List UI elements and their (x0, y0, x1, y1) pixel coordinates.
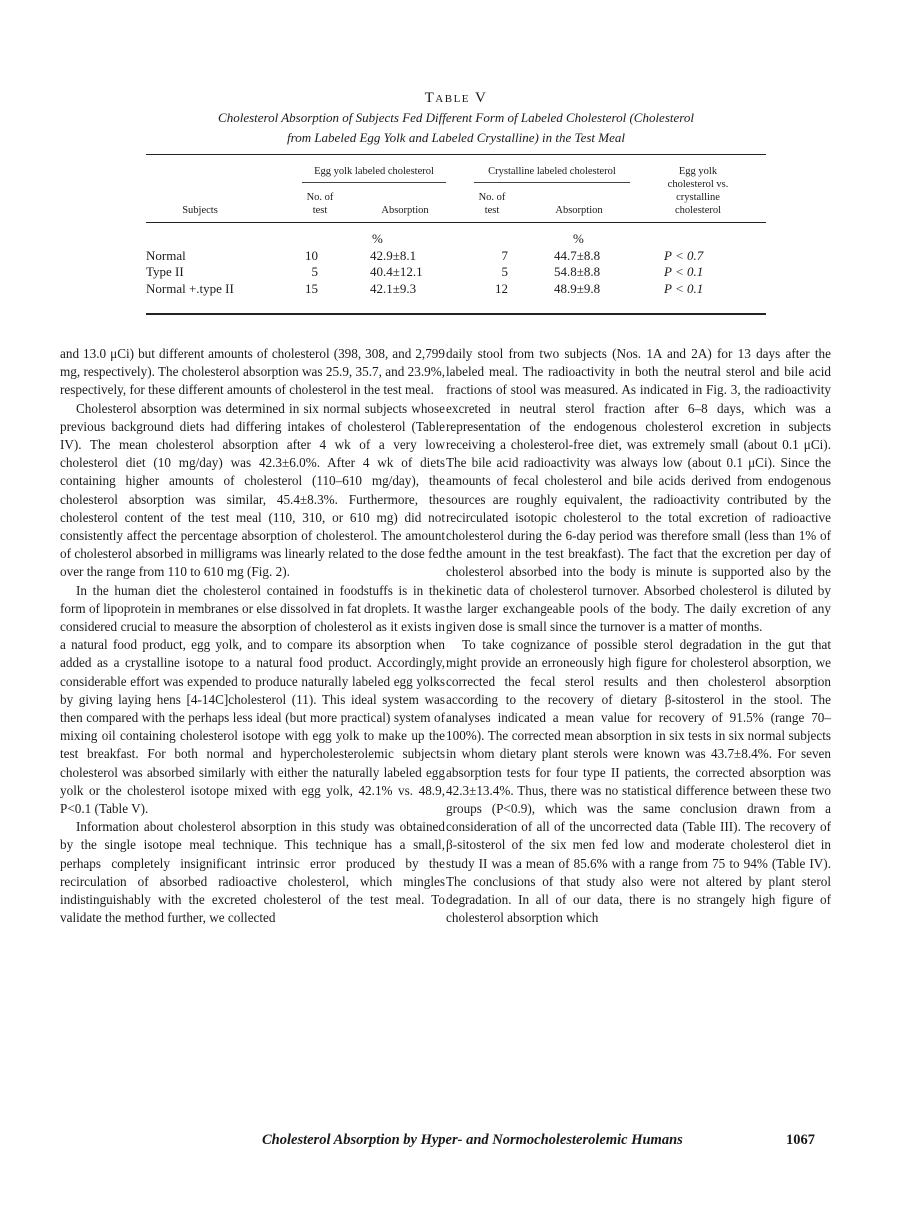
table-cell-egg-absorption: 42.1±9.3 (370, 281, 417, 296)
table-bottom-rule (146, 313, 766, 315)
header-subjects: Subjects (182, 205, 218, 216)
page-number: 1067 (786, 1132, 815, 1148)
header-comparison-2: cholesterol vs. (667, 179, 729, 190)
header-comparison-4: cholesterol (674, 205, 722, 216)
running-footer-title: Cholesterol Absorption by Hyper- and Normocholesterolemic Humans (262, 1132, 683, 1148)
header-crystalline-group: Crystalline labeled cholesterol (488, 166, 616, 177)
header-egg-absorption: Absorption (381, 205, 429, 216)
right-text-column (446, 345, 831, 928)
table-cell-crystalline-absorption: 44.7±8.8 (554, 248, 601, 263)
paragraph: daily stool from two subjects (Nos. 1A and 2A) for 13 days after the labeled meal. The radioactivity in both the neutral sterol and bile acid fractions of stool was measured. As indicated in Fig. 3, the radioactivity excreted in neutral sterol fraction after 6–8 days, which was a representation of the endogenous cholesterol excretion in subjects receiving a cholesterol-free diet, was extremely small (about 0.1 μCi). The bile acid radioactivity was always low (about 0.1 μCi). Since the amounts of fecal cholesterol and bile acids derived from endogenous sources are roughly equivalent, the radioactivity contributed by the recirculated isotopic cholesterol to the total excretion of radioactive cholesterol during the 6-day period was therefore small (less than 1% of the amount in the test breakfast). The fact that the excretion per day of cholesterol absorbed into the body is minute is supported also by the kinetic data of cholesterol turnover. Absorbed cholesterol is diluted by the larger exchangeable pools of the body. The daily excretion of any given dose is small since the turnover is a matter of months. (446, 346, 831, 635)
table-title: Table V (424, 90, 488, 106)
egg-group-rule (302, 182, 446, 183)
table-cell-p-value: P < 0.1 (664, 264, 704, 279)
table-top-rule (146, 154, 766, 155)
header-egg-no-test: No. of test (306, 192, 334, 216)
table-cell-crystalline-n: 7 (501, 248, 508, 263)
header-comparison-3: crystalline (676, 192, 720, 203)
table-subtitle-line1: Cholesterol Absorption of Subjects Fed Different Form of Labeled Cholesterol (Cholesterol (218, 110, 694, 125)
table-cell-egg-absorption: 40.4±12.1 (370, 264, 423, 279)
header-crystalline-absorption: Absorption (555, 205, 603, 216)
paragraph: Information about cholesterol absorption in this study was obtained by the single isotope meal technique. This technique has a small, perhaps completely insignificant intrinsic error produced by the recirculation of absorbed radioactive cholesterol, which mingles indistinguishably with the excreted cholesterol of the test meal. To validate the method further, we collected (60, 819, 445, 926)
header-egg-group: Egg yolk labeled cholesterol (314, 166, 434, 177)
paragraph: To take cognizance of possible sterol degradation in the gut that might provide an erroneously high figure for cholesterol absorption, we corrected the fecal sterol results and then cholesterol absorption according to the recovery of dietary β-sitosterol in the stool. The analyses indicated a mean value for recovery of 91.5% (range 70–100%). The corrected mean absorption in six tests in six normal subjects in whom dietary plant sterols were known was 43.7±8.4%. For seven absorption tests for four type II patients, the corrected absorption was 42.3±13.4%. Thus, there was no statistical difference between these two groups (P<0.9), which was the same conclusion drawn from a consideration of all of the uncorrected data (Table III). The recovery of β-sitosterol of the six men fed low and moderate cholesterol diet in study II was a mean of 85.6% with a range from 75 to 94% (Table IV). The conclusions of that study also were not altered by plant sterol degradation. In all of our data, there is no strangely high figure of cholesterol absorption which (446, 637, 831, 926)
table-subtitle-line2: from Labeled Egg Yolk and Labeled Crystalline) in the Test Meal (287, 130, 625, 145)
crystalline-unit: % (573, 231, 584, 246)
paragraph: Cholesterol absorption was determined in six normal subjects whose previous background diets had differing intakes of cholesterol (Table IV). The mean cholesterol absorption after 4 wk of a very low cholesterol diet (10 mg/day) was 42.3±6.0%. After 4 wk of diets containing higher amounts of cholesterol (110–610 mg/day), the cholesterol absorption was similar, 45.4±8.3%. Furthermore, the cholesterol content of the test meal (110, 310, or 610 mg) did not consistently affect the percentage absorption of cholesterol. The amount of cholesterol absorbed in milligrams was linearly related to the dose fed over the range from 110 to 610 mg (Fig. 2). (60, 400, 445, 580)
table-cell-egg-n: 10 (305, 248, 318, 263)
table-cell-crystalline-n: 12 (495, 281, 508, 296)
header-crystalline-no-test: No. of test (478, 192, 506, 216)
crystalline-group-rule (474, 182, 630, 183)
table-header-rule (146, 222, 766, 223)
table-cell-crystalline-n: 5 (501, 264, 508, 279)
header-comparison-1: Egg yolk (678, 166, 718, 177)
table-cell-egg-n: 15 (305, 281, 318, 296)
table-cell-p-value: P < 0.7 (664, 248, 704, 263)
table-cell-crystalline-absorption: 54.8±8.8 (554, 264, 601, 279)
table-cell-egg-n: 5 (311, 264, 318, 279)
table-cell-p-value: P < 0.1 (664, 281, 704, 296)
table-cell-crystalline-absorption: 48.9±9.8 (554, 281, 601, 296)
table-row-subject: Normal +.type II (146, 281, 234, 296)
paragraph: In the human diet the cholesterol contained in foodstuffs is in the form of lipoprotein in membranes or else dissolved in fat droplets. It was considered crucial to measure the absorption of cholesterol as it exists in a natural food product, egg yolk, and to compare its absorption when added as a crystalline isotope to a natural food product. Accordingly, considerable effort was expended to produce naturally labeled egg yolks by giving laying hens [4-14C]cholesterol (11). This ideal system was then compared with the perhaps less ideal (but more practical) system of mixing oil containing cholesterol isotope with egg yolk to make up the test breakfast. For both normal and hypercholesterolemic subjects cholesterol was absorbed similarly with either the naturally labeled egg yolk or the cholesterol isotope mixed with egg yolk, 42.1% vs. 48.9, P<0.1 (Table V). (60, 582, 445, 817)
egg-unit: % (372, 231, 383, 246)
left-text-column (60, 345, 445, 928)
table-row-subject: Normal (146, 248, 186, 263)
header-comparison (650, 165, 746, 217)
table-caption (140, 90, 772, 147)
table-row-subject: Type II (146, 264, 184, 279)
table-cell-egg-absorption: 42.9±8.1 (370, 248, 417, 263)
paragraph: and 13.0 μCi) but different amounts of cholesterol (398, 308, and 2,799 mg, respectively). The cholesterol absorption was 25.9, 35.7, and 23.9%, respectively, for these different amounts of cholesterol in the test meal. (60, 346, 445, 398)
